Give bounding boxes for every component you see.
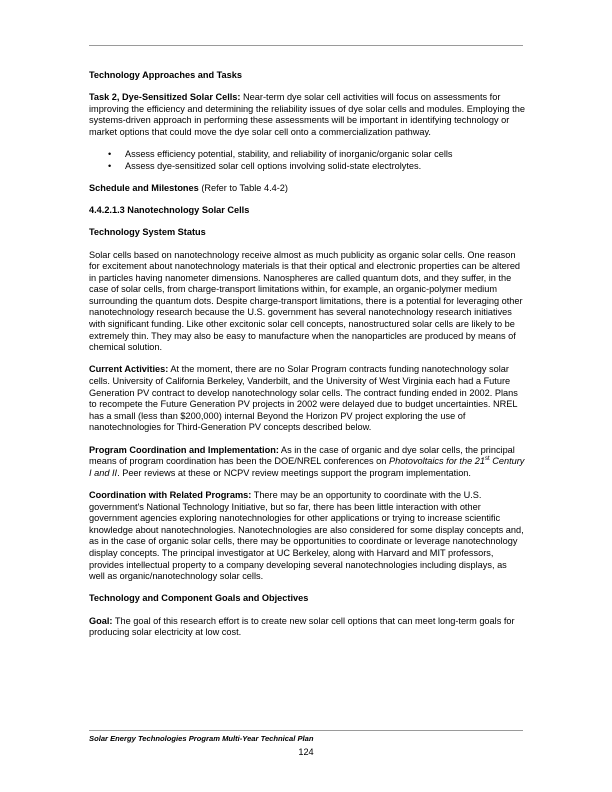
task2-paragraph [89, 92, 525, 138]
task2-bullet-list [89, 149, 525, 172]
program-coordination-paragraph [89, 445, 525, 480]
goal-paragraph [89, 616, 525, 639]
task2-label: Task 2, Dye-Sensitized Solar Cells: [89, 92, 241, 103]
schedule-label: Schedule and Milestones [89, 182, 199, 193]
program-coordination-text-end: . Peer reviews at these or NCPV review meetings support the program implementation. [117, 467, 471, 478]
subsection-heading: 4.4.2.1.3 Nanotechnology Solar Cells [89, 205, 250, 216]
current-activities-label: Current Activities: [89, 364, 169, 375]
coordination-related-text: There may be an opportunity to coordinate with the U.S. government's National Technology Initiative, but so far, there has been little interaction with other government agencies exploring nanotechnologies for other applications or trying to increase scientific knowledge about nanotechnologies. Nanotechnologies are also considered for some display concepts and, as in the case of organic solar cells, there may be opportunities to coordinate or leverage nanotechnology display concepts. The principal investigator at UC Berkeley, along with Harvard and MIT professors, provides intellectual property to a company developing several nanotechnologies including displays, as well as organic/nanotechnology solar cells. [89, 489, 524, 582]
section-heading: Technology Approaches and Tasks [89, 70, 242, 80]
conference-title-superscript: st [484, 456, 490, 463]
task2-text: Near-term dye solar cell activities will focus on assessments for improving the efficiency and determining the reliability issues of dye solar cells and modules. Employing the systems-driven approach in performing these assessments will be important in identifying technology or market options that could move the dye solar cell onto a commercialization pathway. [89, 92, 525, 137]
status-heading: Technology System Status [89, 227, 206, 238]
header-rule [89, 45, 523, 46]
coordination-related-label: Coordination with Related Programs: [89, 489, 252, 500]
bullet-icon: • [108, 149, 112, 160]
current-activities-text: At the moment, there are no Solar Program contracts funding nanotechnology solar cells. University of California Berkeley, Vanderbilt, and the University of West Virginia each had a Future Generation PV contract to develop nanotechnology solar cells. The contract funding ended in 2002. Plans to recompete the Future Generation PV projects in 2002 were delayed due to budget uncertainties. NREL has a small (less than $200,000) internal Beyond the Horizon PV project exploring the use of nanotechnologies for Third-Generation PV concepts described below. [89, 364, 518, 433]
program-coordination-label: Program Coordination and Implementation: [89, 444, 279, 455]
list-item [108, 149, 525, 161]
conference-title-part1: Photovoltaics for the 21 [388, 456, 485, 467]
page-number: 124 [298, 747, 314, 757]
schedule-line [89, 183, 525, 195]
goals-heading: Technology and Component Goals and Objectives [89, 593, 309, 604]
bullet-icon: • [108, 160, 112, 171]
bullet-text: Assess dye-sensitized solar cell options involving solid-state electrolytes. [125, 160, 422, 171]
schedule-text: (Refer to Table 4.4-2) [198, 182, 288, 193]
page-body [89, 70, 525, 649]
goal-label: Goal: [89, 615, 113, 626]
list-item [108, 160, 525, 173]
coordination-related-paragraph [89, 490, 525, 583]
footer-rule [89, 730, 523, 731]
current-activities-paragraph [89, 364, 525, 434]
bullet-text: Assess efficiency potential, stability, and reliability of inorganic/organic solar cells [125, 149, 453, 160]
conference-title-part2: Century I and II [89, 456, 525, 478]
footer-title: Solar Energy Technologies Program Multi-Year Technical Plan [89, 734, 314, 743]
goal-text: The goal of this research effort is to create new solar cell options that can meet long-term goals for producing solar electricity at low cost. [89, 615, 515, 638]
status-paragraph: Solar cells based on nanotechnology receive almost as much publicity as organic solar cells. One reason for excitement about nanotechnology materials is that their optical and electronic properties can be altered in particles having nanometer dimensions. Nanospheres are called quantum dots, and they suffer, in the case of solar cells, from charge-transport limitations within, for example, an organic-polymer medium surrounding the quantum dots. Despite charge-transport limitations, there is a potential for leveraging other nanotechnology research because the U.S. government has several nanotechnology research initiatives with significant funding. Like other excitonic solar cell concepts, nanostructured solar cells are likely to be extremely thin. They may also be easy to manufacture when the nanoparticles are produced by means of chemical solution. [89, 249, 523, 353]
program-coordination-text: As in the case of organic and dye solar cells, the principal means of program coordination has been the DOE/NREL conferences on [89, 444, 515, 467]
